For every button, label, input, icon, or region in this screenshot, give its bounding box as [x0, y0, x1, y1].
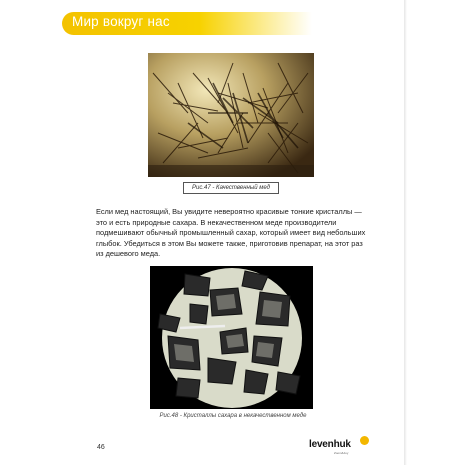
body-paragraph: Если мед настоящий, Вы увидите невероятно красивые тонкие кристаллы — это и есть природные сахара. В некачественном меде производители подмешивают обычный промышленный сахар, который имеет вид небольших глыбок. Убедиться в этом Вы можете также, приготовив препарат, на этот раз из дешевого меда.	[96, 207, 366, 259]
brand-logo	[309, 436, 371, 458]
section-title: Мир вокруг нас	[72, 14, 170, 29]
page-edge-shadow	[404, 0, 407, 465]
sugar-crystals-photo	[150, 266, 313, 409]
page-number: 46	[97, 444, 105, 451]
brand-subtitle: Zoom&Joy	[334, 451, 349, 455]
figure-caption: Рис.47 - Качественный мед	[183, 182, 279, 194]
brand-logo-text: levenhuk	[309, 439, 351, 450]
figure-caption: Рис.48 - Кристаллы сахара в некачественном меде	[159, 413, 307, 419]
honey-crystals-photo	[148, 53, 314, 177]
brand-mark-icon	[360, 436, 369, 445]
